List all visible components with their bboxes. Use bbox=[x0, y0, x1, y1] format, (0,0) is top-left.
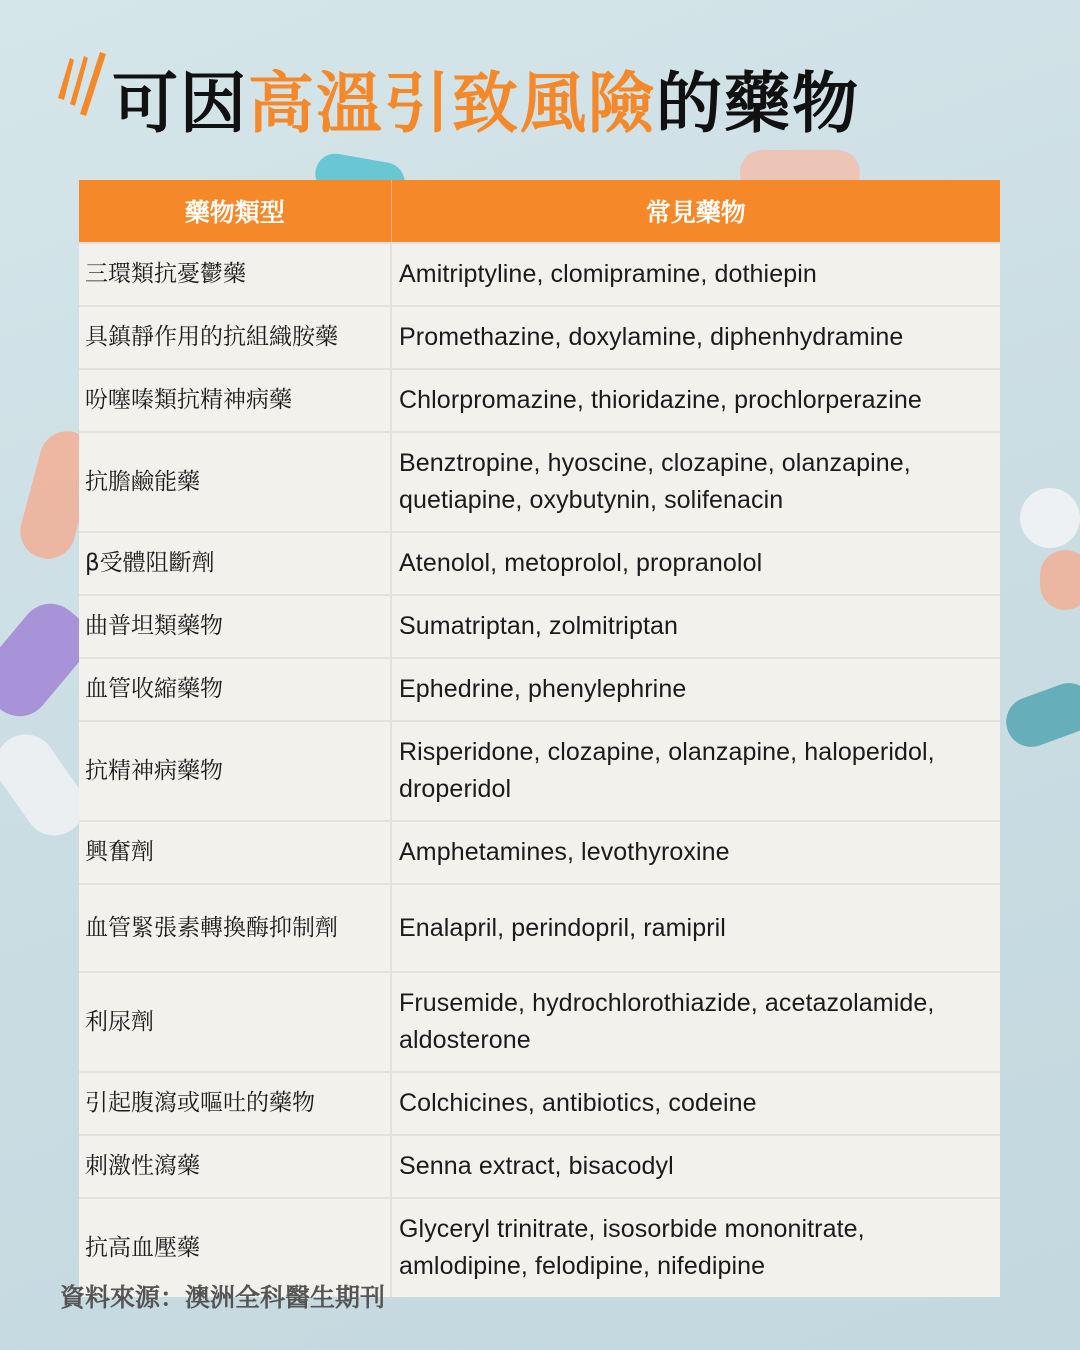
title-highlight: 高溫引致風險 bbox=[248, 65, 656, 142]
table-row bbox=[79, 972, 1000, 1072]
table-row bbox=[79, 821, 1000, 884]
title-prefix: 可因 bbox=[112, 65, 248, 142]
page-title bbox=[112, 62, 860, 146]
drug-type-cell: 血管收縮藥物 bbox=[79, 658, 391, 721]
drug-list-cell: Colchicines, antibiotics, codeine bbox=[391, 1072, 1000, 1135]
drug-type-cell: 引起腹瀉或嘔吐的藥物 bbox=[79, 1072, 391, 1135]
drug-list-cell: Amitriptyline, clomipramine, dothiepin bbox=[391, 243, 1000, 306]
drug-type-cell: 興奮劑 bbox=[79, 821, 391, 884]
table-row bbox=[79, 306, 1000, 369]
drug-list-cell: Chlorpromazine, thioridazine, prochlorperazine bbox=[391, 369, 1000, 432]
sbs-logo-icon bbox=[50, 48, 110, 120]
drug-list-cell: Atenolol, metoprolol, propranolol bbox=[391, 532, 1000, 595]
drug-type-cell: 吩噻嗪類抗精神病藥 bbox=[79, 369, 391, 432]
drug-type-cell: 抗高血壓藥 bbox=[79, 1198, 391, 1297]
decorative-pill bbox=[1040, 550, 1080, 610]
table-row bbox=[79, 658, 1000, 721]
drug-type-cell: 抗膽鹼能藥 bbox=[79, 432, 391, 532]
title-suffix: 的藥物 bbox=[656, 65, 860, 142]
column-header-type: 藥物類型 bbox=[79, 180, 391, 243]
drug-type-cell: 血管緊張素轉換酶抑制劑 bbox=[79, 884, 391, 972]
table-row bbox=[79, 369, 1000, 432]
source-note: 資料來源：澳洲全科醫生期刊 bbox=[60, 1283, 386, 1312]
drug-type-cell: 抗精神病藥物 bbox=[79, 721, 391, 821]
drug-list-cell: Amphetamines, levothyroxine bbox=[391, 821, 1000, 884]
drug-type-cell: 三環類抗憂鬱藥 bbox=[79, 243, 391, 306]
drug-table bbox=[79, 180, 1000, 1297]
drug-type-cell: 具鎮靜作用的抗組織胺藥 bbox=[79, 306, 391, 369]
drug-list-cell: Enalapril, perindopril, ramipril bbox=[391, 884, 1000, 972]
decorative-pill bbox=[1020, 488, 1080, 548]
table-row bbox=[79, 243, 1000, 306]
drug-type-cell: β受體阻斷劑 bbox=[79, 532, 391, 595]
table-row bbox=[79, 532, 1000, 595]
drug-type-cell: 刺激性瀉藥 bbox=[79, 1135, 391, 1198]
table-row bbox=[79, 1135, 1000, 1198]
drug-type-cell: 利尿劑 bbox=[79, 972, 391, 1072]
drug-list-cell: Risperidone, clozapine, olanzapine, haloperidol, droperidol bbox=[391, 721, 1000, 821]
drug-list-cell: Benztropine, hyoscine, clozapine, olanzapine, quetiapine, oxybutynin, solifenacin bbox=[391, 432, 1000, 532]
drug-list-cell: Promethazine, doxylamine, diphenhydramine bbox=[391, 306, 1000, 369]
drug-list-cell: Sumatriptan, zolmitriptan bbox=[391, 595, 1000, 658]
table-row bbox=[79, 595, 1000, 658]
column-header-drugs: 常見藥物 bbox=[391, 180, 1000, 243]
table-row bbox=[79, 1072, 1000, 1135]
drug-list-cell: Senna extract, bisacodyl bbox=[391, 1135, 1000, 1198]
table-row bbox=[79, 884, 1000, 972]
drug-list-cell: Glyceryl trinitrate, isosorbide mononitrate, amlodipine, felodipine, nifedipine bbox=[391, 1198, 1000, 1297]
table-row bbox=[79, 432, 1000, 532]
drug-list-cell: Ephedrine, phenylephrine bbox=[391, 658, 1000, 721]
drug-type-cell: 曲普坦類藥物 bbox=[79, 595, 391, 658]
drug-list-cell: Frusemide, hydrochlorothiazide, acetazolamide, aldosterone bbox=[391, 972, 1000, 1072]
table-row bbox=[79, 721, 1000, 821]
table-header-row bbox=[79, 180, 1000, 243]
decorative-pill bbox=[999, 676, 1080, 754]
